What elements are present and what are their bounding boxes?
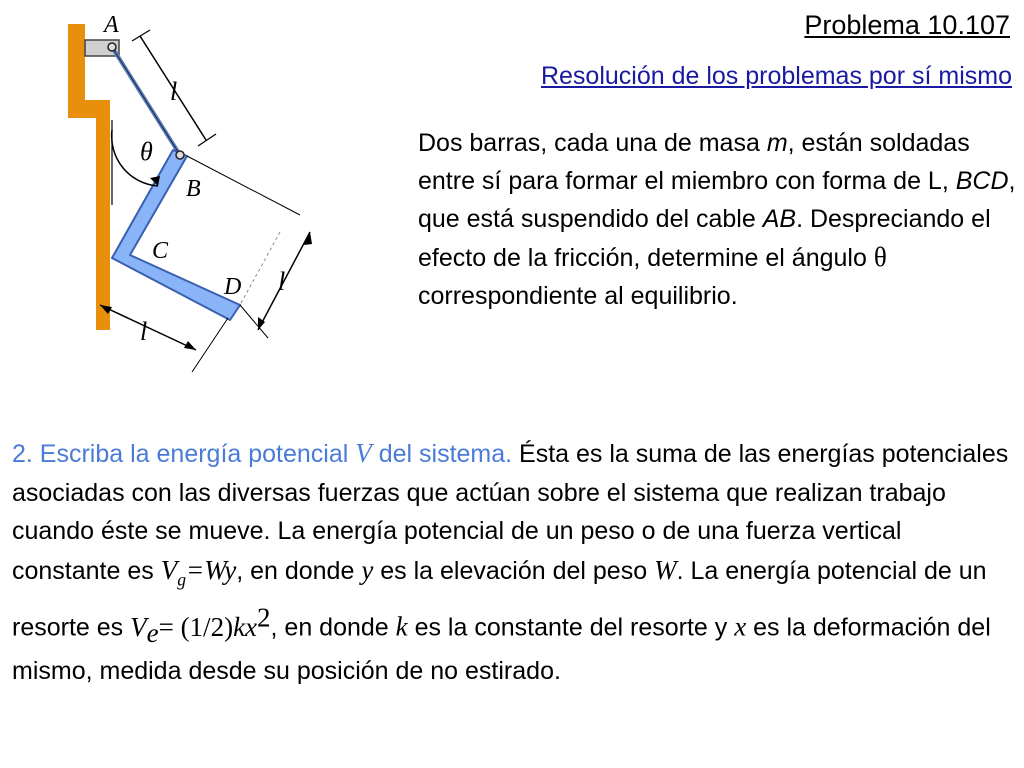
label-l-ab: l (170, 77, 178, 106)
var-v: V (355, 438, 372, 468)
dim-line-bottom (100, 305, 196, 350)
problem-figure (0, 0, 330, 400)
label-l-cd: l (278, 267, 286, 296)
step-text: , en donde (236, 556, 362, 585)
problem-title: Problema 10.107 (804, 10, 1010, 40)
pin-a (108, 43, 116, 51)
label-theta: θ (140, 137, 153, 166)
problem-text: correspondiente al equilibrio. (418, 282, 738, 310)
support-wall (68, 24, 110, 330)
extension-line (187, 156, 300, 215)
var-theta: θ (873, 242, 887, 272)
var-k: k (395, 611, 408, 642)
problem-text: , que está suspendido del cable (418, 167, 1016, 233)
var-w: W (654, 554, 677, 585)
label-c: C (152, 238, 169, 264)
var-x: x (734, 611, 747, 642)
label-a: A (104, 12, 119, 38)
var-vg: $V_g=Wy$ (160, 554, 237, 589)
step-text: Ésta es la suma de las energías potenciales asociadas con las diversas fuerzas que actúan sobre el sistema que realizan trabajo cuando éste se mueve. La energía potencial de un peso o de una fuerza vertical constante es (12, 440, 1009, 585)
var-bcd: BCD (955, 167, 1009, 195)
problem-text: . Despreciando el efecto de la fricción, determine el ángulo (418, 205, 991, 272)
step-heading: 2. Escriba la energía potencial V del sistema. (12, 438, 513, 468)
problem-text: Dos barras, cada una de masa (418, 129, 767, 157)
solution-step (12, 434, 1016, 691)
problem-text: , están soldadas entre sí para formar el miembro con forma de L, (418, 129, 970, 195)
step-text: , en donde (270, 613, 396, 642)
var-y: y (361, 554, 374, 585)
step-text: es la constante del resorte y (407, 613, 735, 642)
problem-statement (418, 124, 1018, 315)
label-b: B (186, 176, 201, 202)
step-text: es la elevación del peso (373, 556, 655, 585)
label-l-bottom: l (140, 317, 148, 346)
label-d: D (224, 274, 242, 300)
pin-b (176, 151, 184, 159)
step-text: es la deformación del mismo, medida desde su posición de no estirado. (12, 613, 991, 686)
step-text: . La energía potencial de un resorte es (12, 556, 987, 642)
var-ab: AB (762, 205, 797, 233)
var-m: m (766, 129, 788, 157)
section-subtitle: Resolución de los problemas por sí mismo (540, 62, 1012, 90)
formula-ve: $V_e= (1/2)kx^2$ (130, 602, 271, 648)
